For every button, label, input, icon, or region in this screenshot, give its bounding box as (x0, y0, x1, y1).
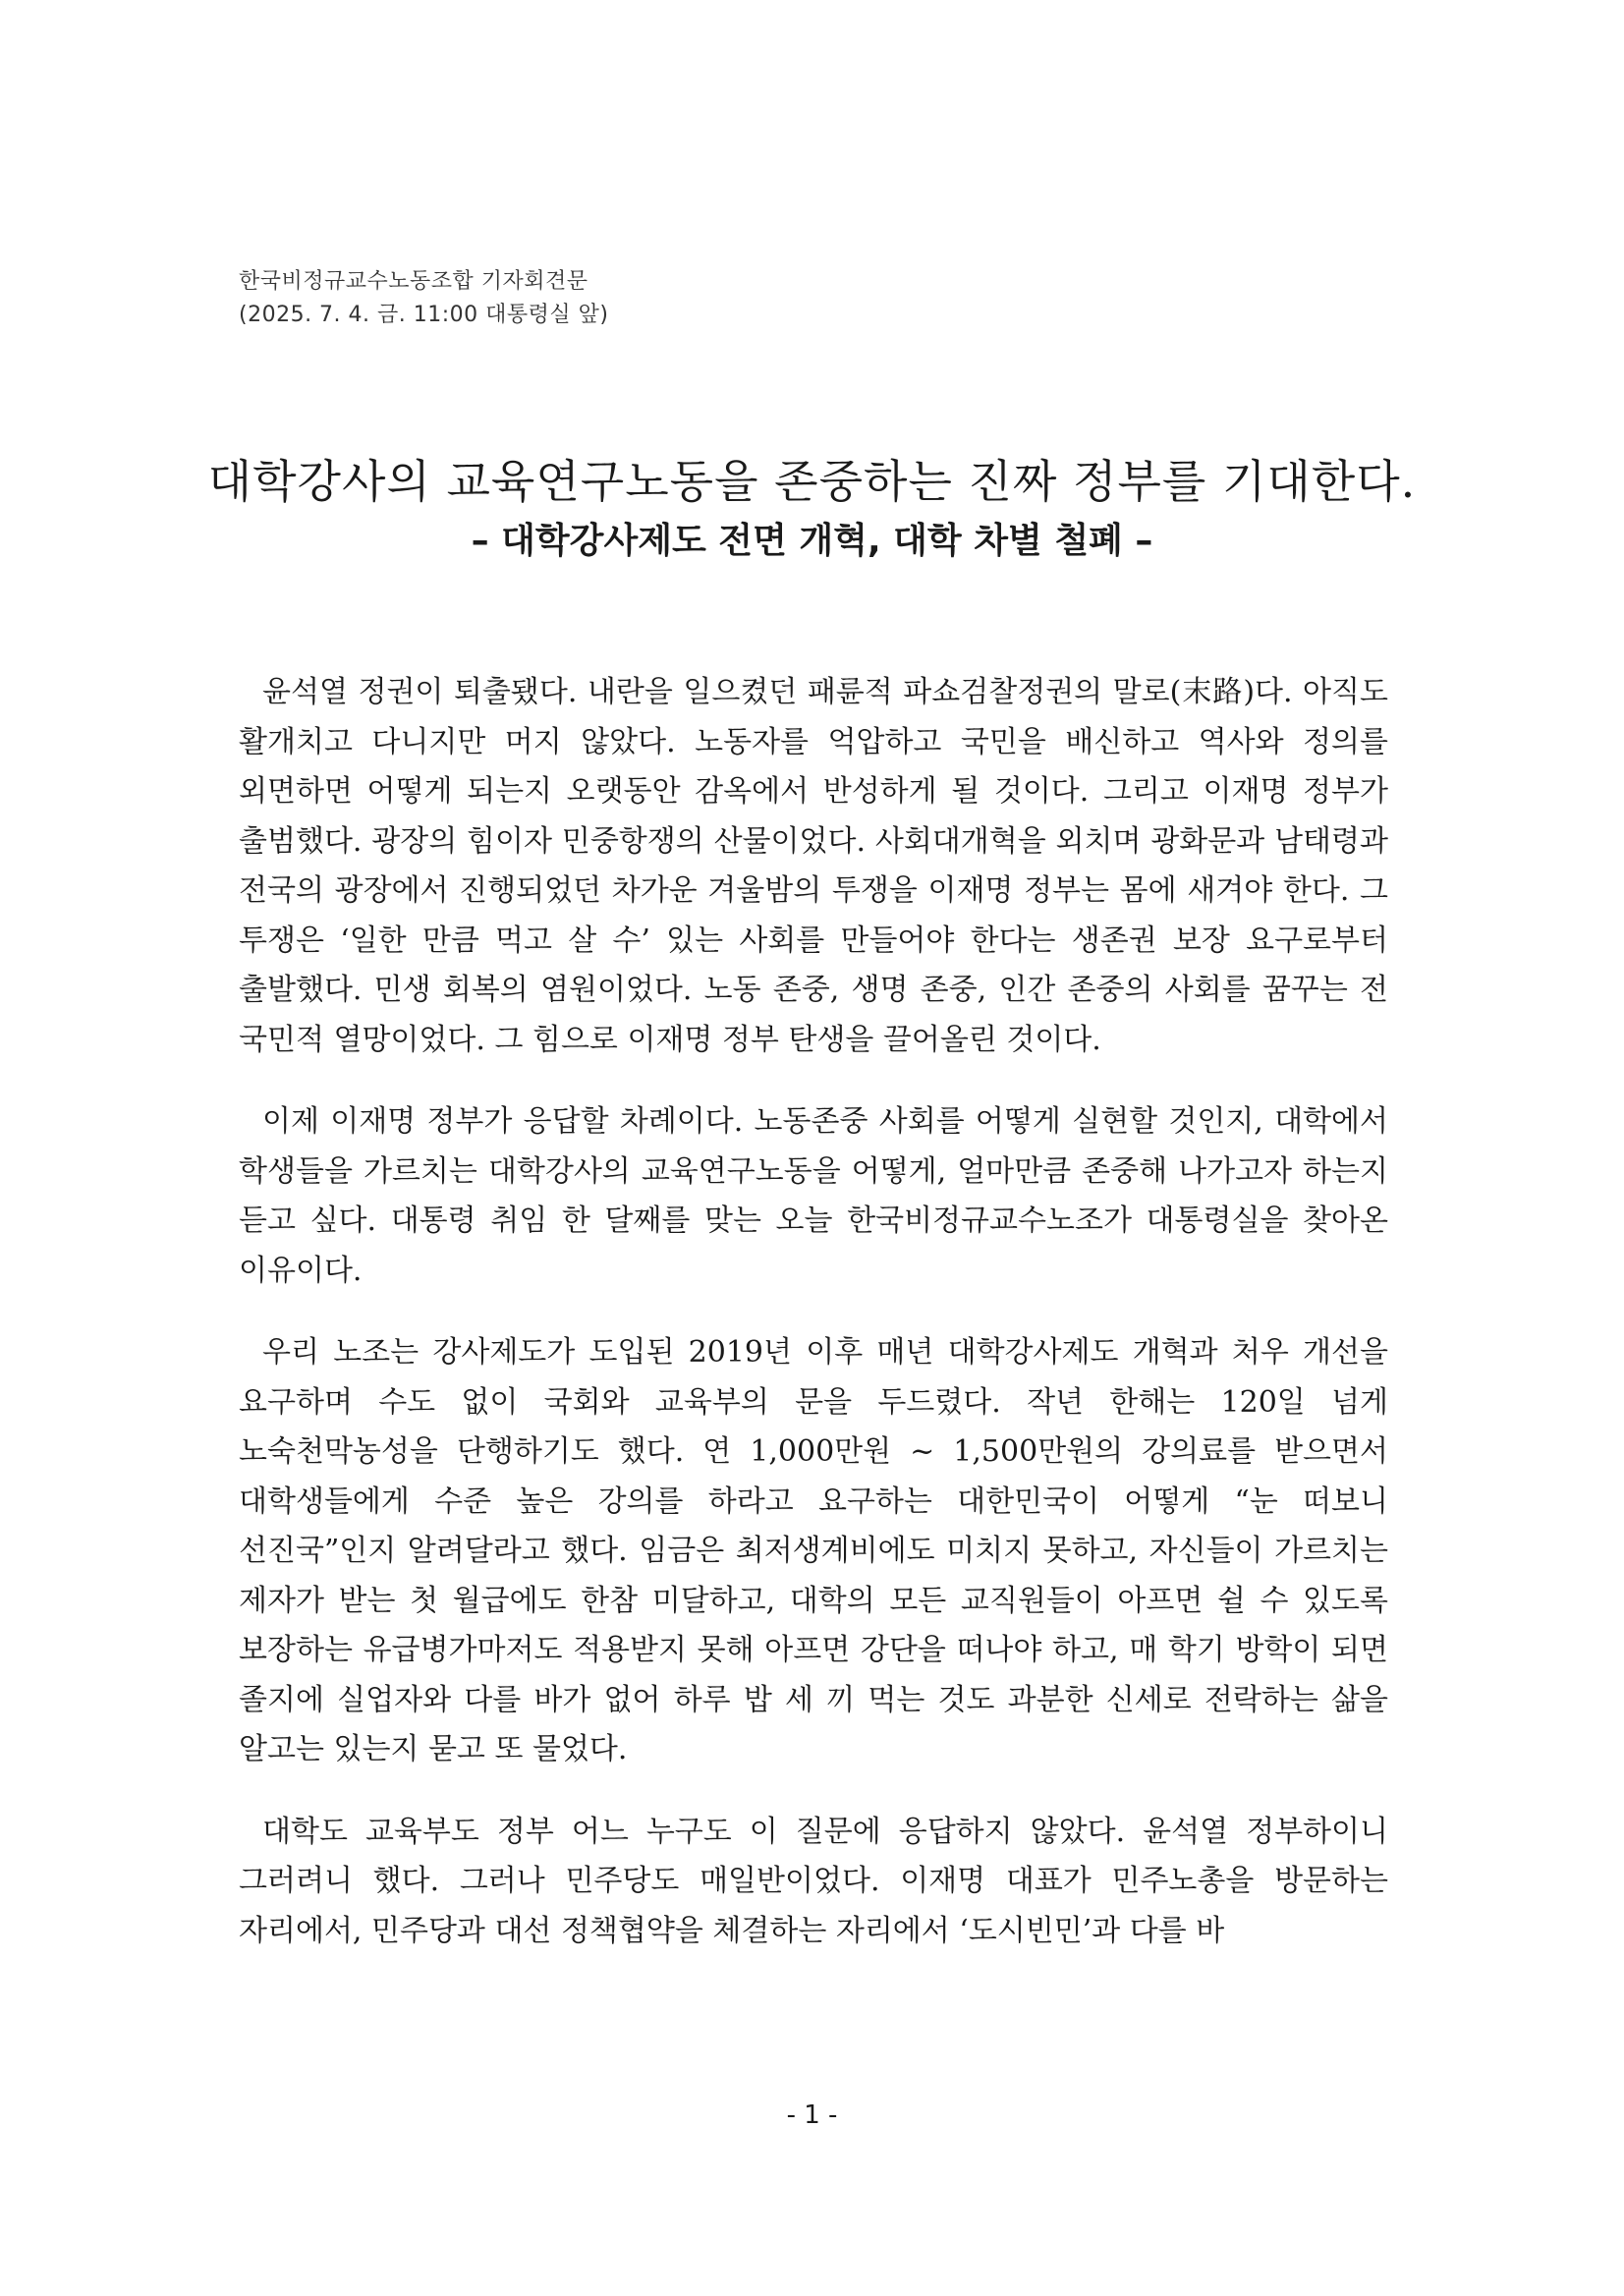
document-header (239, 265, 609, 332)
document-title: 대학강사의 교육연구노동을 존중하는 진짜 정부를 기대한다. (207, 455, 1417, 508)
document-body (239, 668, 1388, 1988)
date-location-line: (2025. 7. 4. 금. 11:00 대통령실 앞) (239, 303, 609, 327)
paragraph-4: 대학도 교육부도 정부 어느 누구도 이 질문에 응답하지 않았다. 윤석열 정부하이니 그러려니 했다. 그러나 민주당도 매일반이었다. 이재명 대표가 민주노총을 방문하는 자리에서, 민주당과 대선 정책협약을 체결하는 자리에서 ‘도시빈민’과 다를 바 (239, 1814, 1388, 1948)
paragraph-3: 우리 노조는 강사제도가 도입된 2019년 이후 매년 대학강사제도 개혁과 처우 개선을 요구하며 수도 없이 국회와 교육부의 문을 두드렸다. 작년 한해는 120일 넘게 노숙천막농성을 단행하기도 했다. 연 1,000만원 ~ 1,500만원의 강의료를 받으면서 대학생들에게 수준 높은 강의를 하라고 요구하는 대한민국이 어떻게 “눈 떠보니 선진국”인지 알려달라고 했다. 임금은 최저생계비에도 미치지 못하고, 자신들이 가르치는 제자가 받는 첫 월급에도 한참 미달하고, 대학의 모든 교직원들이 아프면 쉴 수 있도록 보장하는 유급병가마저도 적용받지 못해 아프면 강단을 떠나야 하고, 매 학기 방학이 되면 졸지에 실업자와 다를 바가 없어 하루 밥 세 끼 먹는 것도 과분한 신세로 전락하는 삶을 알고는 있는지 묻고 또 물었다. (239, 1335, 1388, 1766)
page-number: - 1 - (786, 2100, 838, 2130)
paragraph-2: 이제 이재명 정부가 응답할 차례이다. 노동존중 사회를 어떻게 실현할 것인지, 대학에서 학생들을 가르치는 대학강사의 교육연구노동을 어떻게, 얼마만큼 존중해 나가고자 하는지 듣고 싶다. 대통령 취임 한 달째를 맞는 오늘 한국비정규교수노조가 대통령실을 찾아온 이유이다. (239, 1104, 1388, 1288)
document-subtitle: – 대학강사제도 전면 개혁, 대학 차별 철폐 – (471, 521, 1153, 561)
organization-line: 한국비정규교수노동조합 기자회견문 (239, 269, 588, 294)
paragraph-1: 윤석열 정권이 퇴출됐다. 내란을 일으켰던 패륜적 파쇼검찰정권의 말로(末路)다. 아직도 활개치고 다니지만 머지 않았다. 노동자를 억압하고 국민을 배신하고 역사와 정의를 외면하면 어떻게 되는지 오랫동안 감옥에서 반성하게 될 것이다. 그리고 이재명 정부가 출범했다. 광장의 힘이자 민중항쟁의 산물이었다. 사회대개혁을 외치며 광화문과 남태령과 전국의 광장에서 진행되었던 차가운 겨울밤의 투쟁을 이재명 정부는 몸에 새겨야 한다. 그 투쟁은 ‘일한 만큼 먹고 살 수’ 있는 사회를 만들어야 한다는 생존권 보장 요구로부터 출발했다. 민생 회복의 염원이었다. 노동 존중, 생명 존중, 인간 존중의 사회를 꿈꾸는 전 국민적 열망이었다. 그 힘으로 이재명 정부 탄생을 끌어올린 것이다. (239, 675, 1388, 1057)
